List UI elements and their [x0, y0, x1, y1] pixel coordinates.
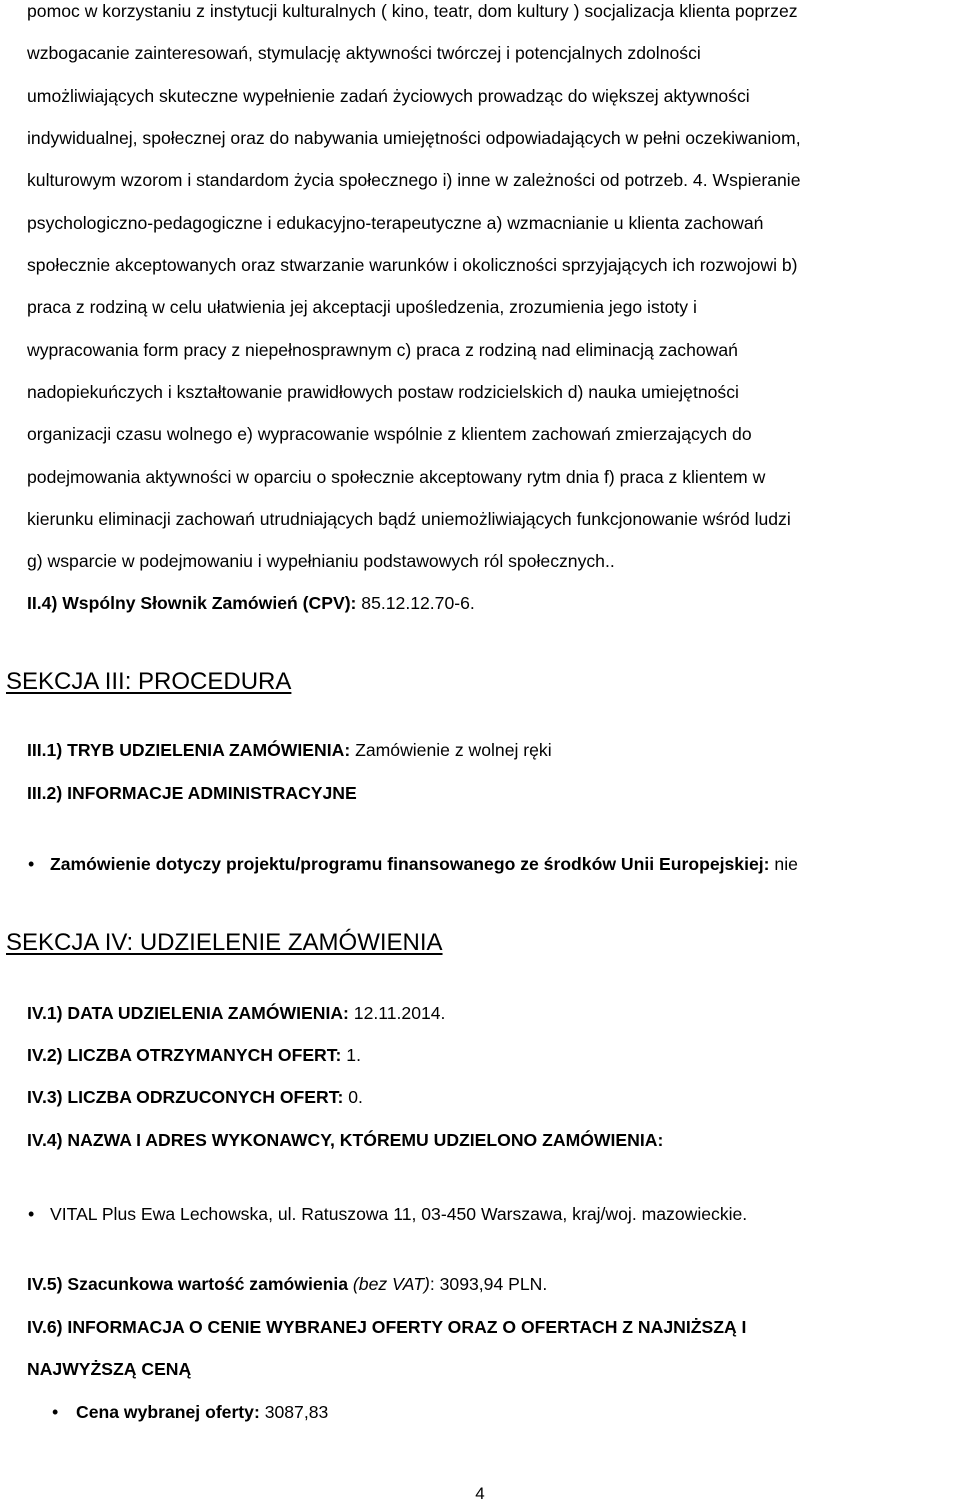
estimated-value-amount: : 3093,94 PLN.	[429, 1274, 548, 1294]
section-3-heading: SEKCJA III: PROCEDURA	[6, 668, 292, 695]
body-line-3: umożliwiających skuteczne wypełnienie zadań życiowych prowadząc do większej aktywności	[27, 86, 750, 106]
tryb-label: III.1) TRYB UDZIELENIA ZAMÓWIENIA:	[27, 740, 351, 760]
body-line-12: podejmowania aktywności w oparciu o społecznie akceptowany rytm dnia f) praca z klientem w	[27, 467, 766, 487]
eu-funding-line	[50, 853, 798, 875]
estimated-value-label: IV.5) Szacunkowa wartość zamówienia	[27, 1274, 349, 1294]
offers-received-label: IV.2) LICZBA OTRZYMANYCH OFERT:	[27, 1045, 342, 1065]
offers-received-value: 1.	[341, 1045, 361, 1065]
contractor-address: VITAL Plus Ewa Lechowska, ul. Ratuszowa 11, 03-450 Warszawa, kraj/woj. mazowieckie.	[50, 1204, 748, 1224]
offers-rejected-line	[27, 1086, 363, 1108]
body-line-5: kulturowym wzorom i standardom życia społecznego i) inne w zależności od potrzeb. 4. Wspieranie	[27, 170, 801, 190]
estimated-value-note: (bez VAT)	[348, 1274, 430, 1294]
selected-price-label: Cena wybranej oferty:	[76, 1402, 260, 1422]
price-info-heading-1: IV.6) INFORMACJA O CENIE WYBRANEJ OFERTY ORAZ O OFERTACH Z NAJNIŻSZĄ I	[27, 1317, 747, 1337]
offers-rejected-label: IV.3) LICZBA ODRZUCONYCH OFERT:	[27, 1087, 344, 1107]
body-line-4: indywidualnej, społecznej oraz do nabywania umiejętności odpowiadających w pełni oczekiwaniom,	[27, 128, 801, 148]
page-number: 4	[475, 1484, 485, 1503]
offers-rejected-value: 0.	[343, 1087, 363, 1107]
body-line-2: wzbogacanie zainteresowań, stymulację aktywności twórczej i potencjalnych zdolności	[27, 43, 701, 63]
section-4-heading: SEKCJA IV: UDZIELENIE ZAMÓWIENIA	[6, 929, 443, 956]
tryb-value: Zamówienie z wolnej ręki	[350, 740, 552, 760]
selected-price-line	[76, 1401, 328, 1423]
body-line-6: psychologiczno-pedagogiczne i edukacyjno-terapeutyczne a) wzmacnianie u klienta zachowań	[27, 213, 764, 233]
tryb-line	[27, 739, 552, 761]
body-line-1: pomoc w korzystaniu z instytucji kulturalnych ( kino, teatr, dom kultury ) socjalizacja klienta poprzez	[27, 1, 798, 21]
estimated-value-line	[27, 1273, 547, 1295]
award-date-line	[27, 1002, 445, 1024]
eu-funding-value: nie	[769, 854, 798, 874]
cpv-label: II.4) Wspólny Słownik Zamówień (CPV):	[27, 593, 357, 613]
price-info-heading-2: NAJWYŻSZĄ CENĄ	[27, 1359, 192, 1379]
body-line-13: kierunku eliminacji zachowań utrudniających bądź uniemożliwiających funkcjonowanie wśród ludzi	[27, 509, 791, 529]
selected-price-value: 3087,83	[259, 1402, 329, 1422]
info-admin-heading: III.2) INFORMACJE ADMINISTRACYJNE	[27, 783, 357, 803]
award-date-label: IV.1) DATA UDZIELENIA ZAMÓWIENIA:	[27, 1003, 349, 1023]
award-date-value: 12.11.2014.	[348, 1003, 446, 1023]
contractor-heading: IV.4) NAZWA I ADRES WYKONAWCY, KTÓREMU UDZIELONO ZAMÓWIENIA:	[27, 1130, 664, 1150]
body-line-10: nadopiekuńczych i kształtowanie prawidłowych postaw rodzicielskich d) nauka umiejętności	[27, 382, 739, 402]
cpv-value: 85.12.12.70-6.	[356, 593, 475, 613]
body-line-9: wypracowania form pracy z niepełnosprawnym c) praca z rodziną nad eliminacją zachowań	[27, 340, 738, 360]
offers-received-line	[27, 1044, 361, 1066]
body-line-7: społecznie akceptowanych oraz stwarzanie warunków i okoliczności sprzyjających ich rozwojowi b)	[27, 255, 798, 275]
bullet-icon: •	[28, 854, 35, 874]
eu-funding-label: Zamówienie dotyczy projektu/programu finansowanego ze środków Unii Europejskiej:	[50, 854, 770, 874]
bullet-icon: •	[52, 1402, 59, 1422]
bullet-icon: •	[28, 1204, 35, 1224]
body-line-14: g) wsparcie w podejmowaniu i wypełnianiu podstawowych ról społecznych..	[27, 551, 615, 571]
cpv-line	[27, 592, 475, 614]
body-line-8: praca z rodziną w celu ułatwienia jej akceptacji upośledzenia, zrozumienia jego istoty i	[27, 297, 697, 317]
body-line-11: organizacji czasu wolnego e) wypracowanie wspólnie z klientem zachowań zmierzających do	[27, 424, 752, 444]
